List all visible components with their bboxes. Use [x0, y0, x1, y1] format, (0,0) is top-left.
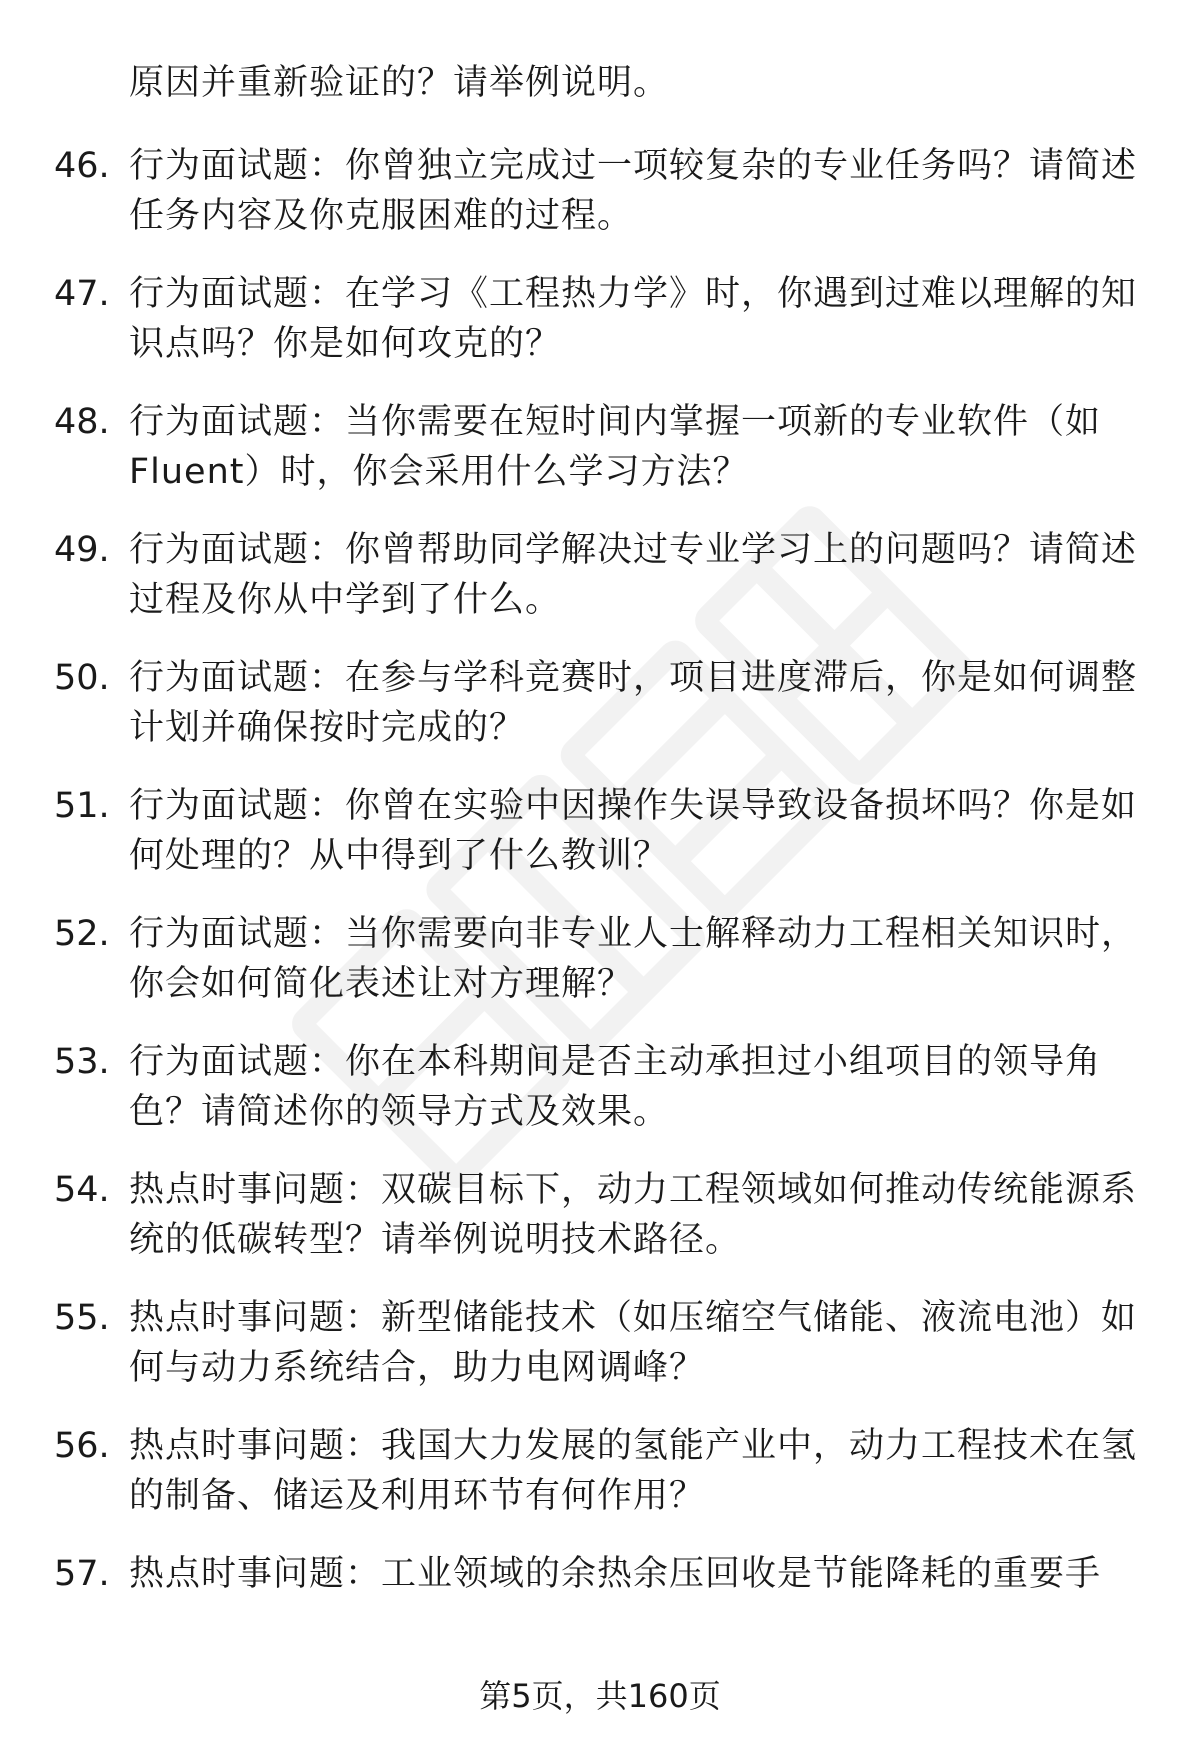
question-item — [0, 269, 1200, 387]
question-text: 行为面试题：你曾在实验中因操作失误导致设备损坏吗？你是如何处理的？从中得到了什么教训？ — [129, 786, 1138, 876]
question-item — [0, 653, 1200, 771]
question-text: 行为面试题：你曾帮助同学解决过专业学习上的问题吗？请简述过程及你从中学到了什么。 — [129, 530, 1138, 620]
question-item — [0, 909, 1200, 1027]
question-text: 行为面试题：在参与学科竞赛时，项目进度滞后，你是如何调整计划并确保按时完成的？ — [129, 658, 1138, 748]
question-number: 49. — [54, 530, 110, 570]
question-number: 46. — [54, 146, 110, 186]
question-text: 热点时事问题：工业领域的余热余压回收是节能降耗的重要手 — [129, 1554, 1102, 1594]
page-footer: 第5页，共160页 — [479, 1677, 721, 1715]
continuation-text: 原因并重新验证的？请举例说明。 — [129, 63, 670, 103]
question-item — [0, 1037, 1200, 1155]
question-list — [0, 141, 1200, 1677]
question-item — [0, 525, 1200, 643]
question-item — [0, 141, 1200, 259]
question-text: 热点时事问题：我国大力发展的氢能产业中，动力工程技术在氢的制备、储运及利用环节有何作用？ — [129, 1426, 1138, 1516]
question-item — [0, 1293, 1200, 1411]
question-text: 行为面试题：当你需要在短时间内掌握一项新的专业软件（如Fluent）时，你会采用什么学习方法？ — [129, 402, 1102, 492]
question-text: 行为面试题：你曾独立完成过一项较复杂的专业任务吗？请简述任务内容及你克服困难的过程。 — [129, 146, 1138, 236]
question-number: 55. — [54, 1298, 110, 1338]
question-number: 56. — [54, 1426, 110, 1466]
question-number: 53. — [54, 1042, 110, 1082]
question-text: 行为面试题：在学习《工程热力学》时，你遇到过难以理解的知识点吗？你是如何攻克的？ — [129, 274, 1138, 364]
question-item — [0, 1165, 1200, 1283]
question-number: 54. — [54, 1170, 110, 1210]
question-text: 热点时事问题：双碳目标下，动力工程领域如何推动传统能源系统的低碳转型？请举例说明技术路径。 — [129, 1170, 1138, 1260]
question-text: 行为面试题：当你需要向非专业人士解释动力工程相关知识时，你会如何简化表述让对方理解？ — [129, 914, 1138, 1004]
question-number: 48. — [54, 402, 110, 442]
question-number: 50. — [54, 658, 110, 698]
question-number: 51. — [54, 786, 110, 826]
question-number: 57. — [54, 1554, 110, 1594]
question-text: 热点时事问题：新型储能技术（如压缩空气储能、液流电池）如何与动力系统结合，助力电网调峰？ — [129, 1298, 1138, 1388]
question-item — [0, 397, 1200, 515]
question-text: 行为面试题：你在本科期间是否主动承担过小组项目的领导角色？请简述你的领导方式及效果。 — [129, 1042, 1102, 1132]
question-number: 52. — [54, 914, 110, 954]
question-number: 47. — [54, 274, 110, 314]
question-item — [0, 781, 1200, 899]
question-item — [0, 1549, 1200, 1667]
question-item — [0, 1421, 1200, 1539]
